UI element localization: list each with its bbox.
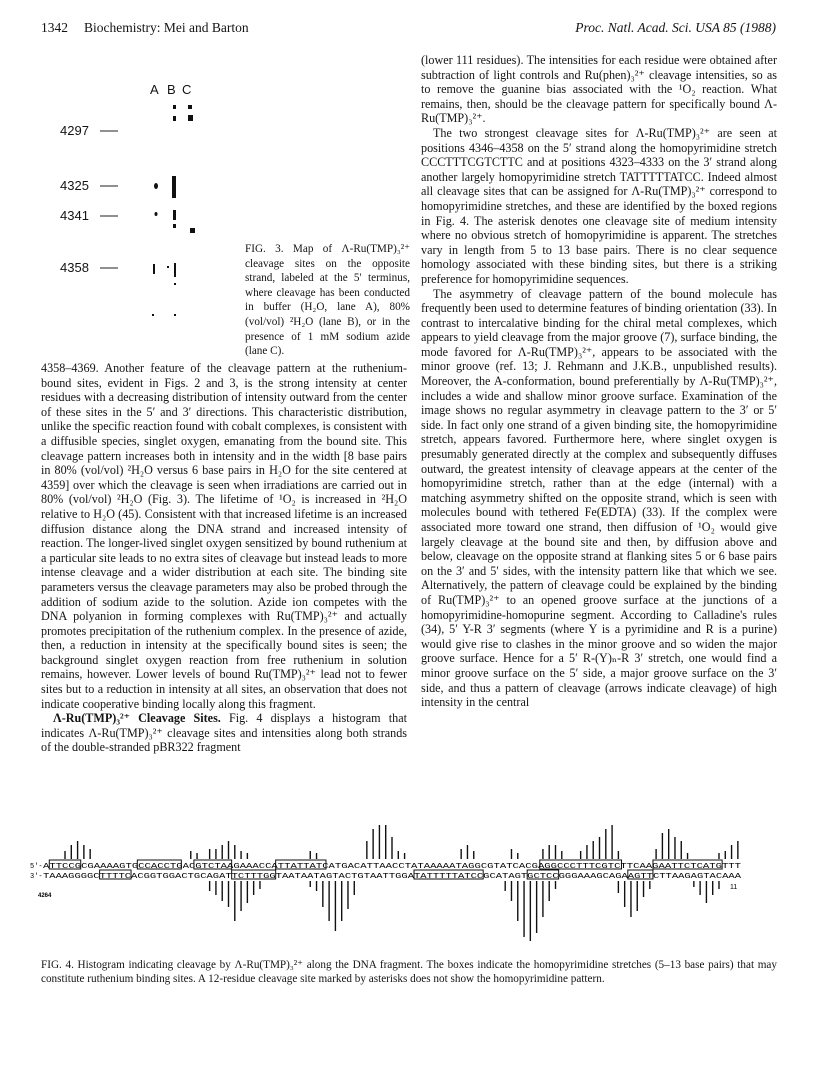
paragraph: The asymmetry of cleavage pattern of the bound molecule has frequently been used to determine features of binding orientation (33). In contrast to intercalative binding for the chiral metal complexes, which appears to yield cleavage from the major groove (7), surface binding, the mode favored for Λ-Ru(TMP)₃²⁺, appears to be associated with the minor groove (ref. 13; J. Rehmann and J.K.B., unpublished results). Moreover, the A-conformation, bound preferentially by Λ-Ru(TMP)₃²⁺, includes a wide and shallow minor groove surface. Examination of the image shows no regular asymmetry in cleavage pattern to the 3′ or 5′ side. In fact only one strand of a given binding site, the homopyrimidine stretch, appears favored. Furthermore here, where singlet oxygen is presumably generated directly at the complex and subsequently diffuses outward, the greatest intensity of cleavage appears at the center of the homopyrimidine stretch, rather than at the edge (internal) with a matching asymmetry shifted on the opposite strand, which is seen with molecules bound with tethered Fe(EDTA) (33). If the complex were associated more toward one strand, then diffusion of ¹O₂ would give largely cleavage at the bound site and then, by diffusion above and below, cleavage on the opposite strand at flanking sites 5 or 6 base pairs on the 3′ and 5′ sides, with the intensity pattern like that which we see. Alternatively, the pattern of cleavage could be explained by the binding of Ru(TMP)₃²⁺ to an opened groove surface at the junctions of a homopyrimidine-homopurine segment. According to Calladine's rules (34), 5′ Y-R 3′ segments (where Y is a pyrimidine and R is a purine) would give rise to clashes in the minor groove and so widen the major groove surface. Hence for a 5′ R-(Y)ₙ-R 3′ stretch, one would find a minor groove surface on the 5′ side, a major groove surface on the 3′ side, and thus a pattern of cleavage (arrows indicate cleavage) of high intensity in the central: [421, 286, 777, 710]
journal-citation: Proc. Natl. Acad. Sci. USA 85 (1988): [575, 20, 776, 35]
end-label: 11: [730, 884, 738, 891]
bottom-strand-label: 3′-: [30, 873, 43, 881]
paragraph: [41, 711, 407, 755]
paragraph: The two strongest cleavage sites for Λ-Ru(TMP)₃²⁺ are seen at positions 4346–4358 on the 5′ strand along the homopyrimidine stretch CCCTTTCGTCTTC and at positions 4323–4333 on the 3′ strand along another largely homopyrimidine stretch TATTTTTATCC. Indeed almost all cleavage sites that can be assigned for Λ-Ru(TMP)₃²⁺ correspond to homopyrimidine stretches, and these are identified by the boxed regions in Fig. 4. The asterisk denotes one cleavage site of medium intensity where no obvious stretch of homopyrimidine is apparent. The stretches vary in length from 5 to 13 base pairs. There is no clear sequence homology associated with these binding sites, but there is a striking preference for homopyrimidine sequences.: [421, 125, 777, 286]
figure-3-gel: [60, 78, 220, 333]
lane-label-a: A: [150, 82, 159, 97]
position-label-4358: 4358: [60, 260, 89, 275]
gel-bands: [60, 78, 220, 333]
position-label-4341: 4341: [60, 208, 89, 223]
lane-label-b: B: [167, 82, 176, 97]
journal-title: Biochemistry: Mei and Barton: [84, 20, 249, 35]
page-number: 1342: [41, 20, 68, 35]
right-column: [421, 53, 777, 710]
top-strand-label: 5′-: [30, 863, 43, 871]
figure-3-caption: FIG. 3. Map of Λ-Ru(TMP)₃²⁺ cleavage sites on the opposite strand, labeled at the 5′ terminus, where cleavage has been conducted in buffer (H₂O, lane A), 80% (vol/vol) ²H₂O (lane B), or in the presence of 1 mM sodium azide (lane C).: [245, 243, 410, 358]
left-column: [41, 361, 407, 755]
figure-4-histogram: [30, 815, 780, 945]
paragraph: 4358–4369. Another feature of the cleavage pattern at the ruthenium-bound sites, evident in Figs. 2 and 3, is the strong intensity at center residues with a decreasing distribution of intensity outward from the center of these sites in the 5′ and 3′ directions. This characteristic distribution, unlike the specific reaction found with cobalt complexes, is consistent with a diffusible species, singlet oxygen, emanating from the bound site. This cleavage pattern increases both in intensity and in the width [8 base pairs in 80% (vol/vol) ²H₂O versus 6 base pairs in H₂O for the site centered at 4359] over which the cleavage is seen when irradiations are carried out in 80% (vol/vol) ²H₂O (Fig. 3). The lifetime of ¹O₂ is increased in ²H₂O relative to H₂O (45). Consistent with that increased lifetime is an increased diffusion distance along the DNA strand and increased intensity of reaction. The longer-lived singlet oxygen sensitized by bound ruthenium at a particular site leads to no extra sites of cleavage but instead leads to more intense cleavage and a wider distribution at each site. The binding site parameters versus the cleavage parameters may also be probed through the addition of sodium azide to the solution. Azide ion competes with the DNA polyanion in forming complexes with Ru(TMP)₃²⁺ and actually promotes precipitation of the ruthenium complex. In the presence of azide, then, a reduction in intensity at the specifically bound sites is seen; the background singlet oxygen reaction from free ruthenium in solution remains, however. Lower levels of bound Ru(TMP)₃²⁺ lead not to fewer sites but to a reduction in intensity at all sites, an observation that does not indicate cooperative binding locally along this fragment.: [41, 361, 407, 711]
start-position-label: 4264: [38, 893, 52, 899]
top-strand-bars: [65, 825, 738, 859]
paragraph: (lower 111 residues). The intensities for each residue were obtained after subtraction of light controls and Ru(phen)₃²⁺ cleavage intensities, so as to remove the guanine bias associated with the ¹O₂ reaction. What remains, then, should be the cleavage pattern for specifically bound Λ-Ru(TMP)₃²⁺.: [421, 53, 777, 126]
paragraph-text: Fig. 4 displays a histogram that indicates Λ-Ru(TMP)₃²⁺ cleavage sites and intensities along both strands of the double-stranded pBR322 fragment: [41, 711, 407, 755]
top-sequence: ATTCCGCGAAAAGTGCCACCTGACGTCTAAGAAACCATTATTATCATGACATTAACCTATAAAAATAGGCGTATCACGAGGCCCTTTCGTCTTCAAGAATTCTCATGTTT: [43, 863, 741, 871]
section-heading: Λ-Ru(TMP)₃²⁺ Cleavage Sites.: [53, 711, 221, 726]
lane-label-c: C: [182, 82, 192, 97]
position-label-4297: 4297: [60, 123, 89, 138]
bottom-strand-bars: [210, 881, 719, 941]
figure-4-caption: FIG. 4. Histogram indicating cleavage by Λ-Ru(TMP)₃²⁺ along the DNA fragment. The boxes indicate the homopyrimidine stretches (5–13 base pairs) that may constitute ruthenium binding sites. A 12-residue cleavage site marked by asterisks does not show the homopyrimidine pattern.: [41, 959, 777, 985]
position-label-4325: 4325: [60, 178, 89, 193]
bottom-sequence: TAAAGGGGCTTTTCACGGTGGACTGCAGATTCTTTGGTAATAATAGTACTGTAATTGGATATTTTTATCCGCATAGTGCTCCGGGAAAGCAGAAGTTCTTAAGAGTACAAA: [43, 873, 743, 881]
